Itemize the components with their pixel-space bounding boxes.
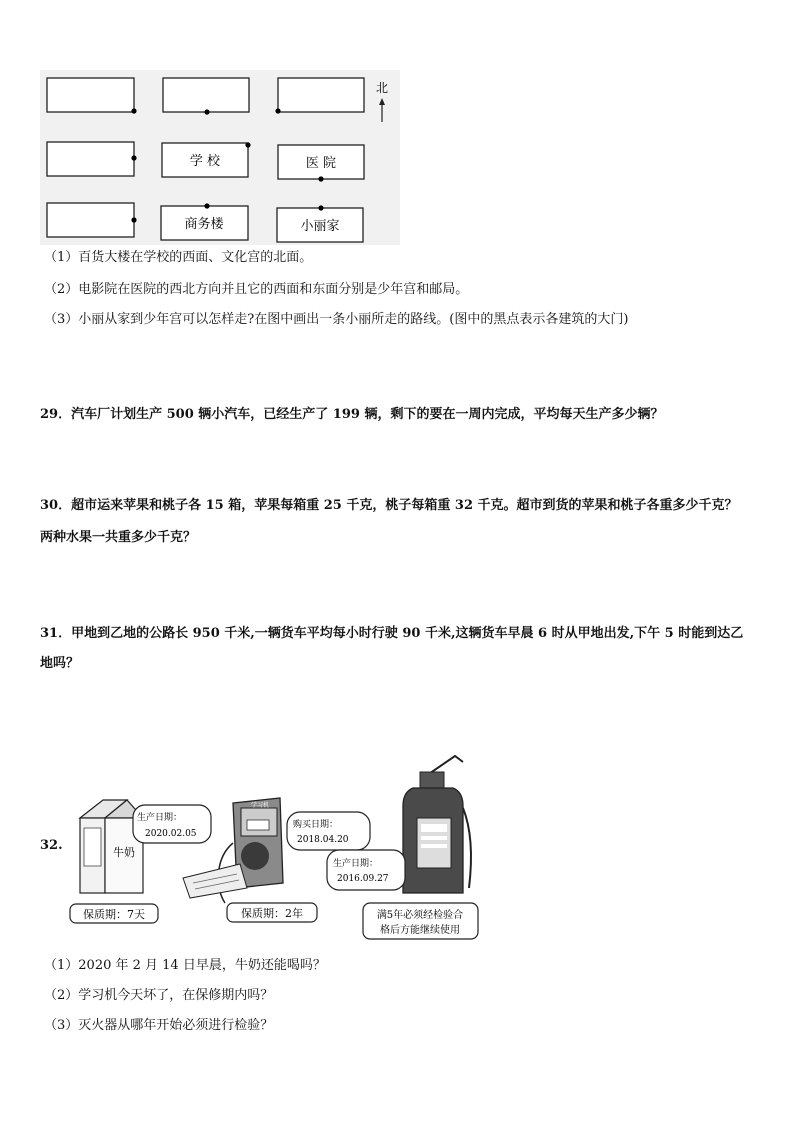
business-label: 商务楼 — [184, 217, 224, 232]
device-shelf-life: 保质期：2年 — [241, 907, 303, 920]
question-32-number: 32. — [40, 838, 63, 853]
building-box — [163, 78, 249, 112]
building-box — [47, 203, 134, 237]
milk-date-title: 生产日期： — [137, 813, 183, 823]
milk-label: 牛奶 — [113, 846, 135, 859]
q28-part3: （3）小丽从家到少年宫可以怎样走?在图中画出一条小丽所走的路线。(图中的黑点表示各建筑的大门) — [44, 312, 629, 327]
device-date-title: 购买日期： — [293, 820, 339, 830]
q28-part2: （2）电影院在医院的西北方向并且它的西面和东面分别是少年宫和邮局。 — [44, 282, 469, 297]
question-29: 29．汽车厂计划生产 500 辆小汽车，已经生产了 199 辆，剩下的要在一周内完成，平均每天生产多少辆？ — [40, 407, 664, 422]
building-box — [47, 78, 134, 112]
gate-dot — [204, 203, 209, 208]
q32-illustration — [65, 748, 485, 943]
gate-dot — [131, 108, 136, 113]
gate-dot — [318, 205, 323, 210]
device-date: 2018.04.20 — [297, 835, 349, 845]
school-label: 学 校 — [189, 154, 221, 169]
question-31-line1: 31．甲地到乙地的公路长 950 千米,一辆货车平均每小时行驶 90 千米,这辆货车早晨 6 时从甲地出发,下午 5 时能到达乙 — [40, 626, 744, 641]
gate-dot — [131, 217, 136, 222]
ext-note-line2: 格后方能继续使用 — [380, 925, 460, 936]
q28-part1: （1）百货大楼在学校的西面、文化宫的北面。 — [44, 250, 313, 265]
building-map — [40, 70, 400, 245]
building-box — [278, 78, 364, 112]
question-30-line2: 两种水果一共重多少千克？ — [40, 530, 197, 545]
gate-dot — [204, 109, 209, 114]
q32-part3: （3）灭火器从哪年开始必须进行检验？ — [44, 1018, 274, 1033]
q32-part2: （2）学习机今天坏了，在保修期内吗？ — [44, 988, 274, 1003]
device-label: 学习机 — [250, 802, 270, 809]
question-31-line2: 地吗？ — [40, 656, 80, 671]
fire-extinguisher-icon — [403, 756, 471, 893]
hospital-label: 医 院 — [305, 156, 337, 171]
building-box — [47, 142, 134, 176]
ext-date: 2016.09.27 — [337, 874, 389, 884]
xiaoli-home-label: 小丽家 — [300, 219, 340, 234]
gate-dot — [245, 142, 250, 147]
ext-note-line1: 满5年必须经检验合 — [376, 910, 464, 921]
milk-date: 2020.02.05 — [145, 829, 197, 839]
ext-date-title: 生产日期： — [333, 859, 379, 869]
north-label: 北 — [375, 81, 389, 95]
milk-shelf-life: 保质期：7天 — [83, 908, 145, 921]
gate-dot — [131, 155, 136, 160]
question-30-line1: 30．超市运来苹果和桃子各 15 箱，苹果每箱重 25 千克，桃子每箱重 32 千克。超市到货的苹果和桃子各重多少千克？ — [40, 498, 738, 513]
q32-part1: （1）2020 年 2 月 14 日早晨，牛奶还能喝吗？ — [44, 958, 326, 973]
gate-dot — [275, 108, 280, 113]
gate-dot — [318, 176, 323, 181]
